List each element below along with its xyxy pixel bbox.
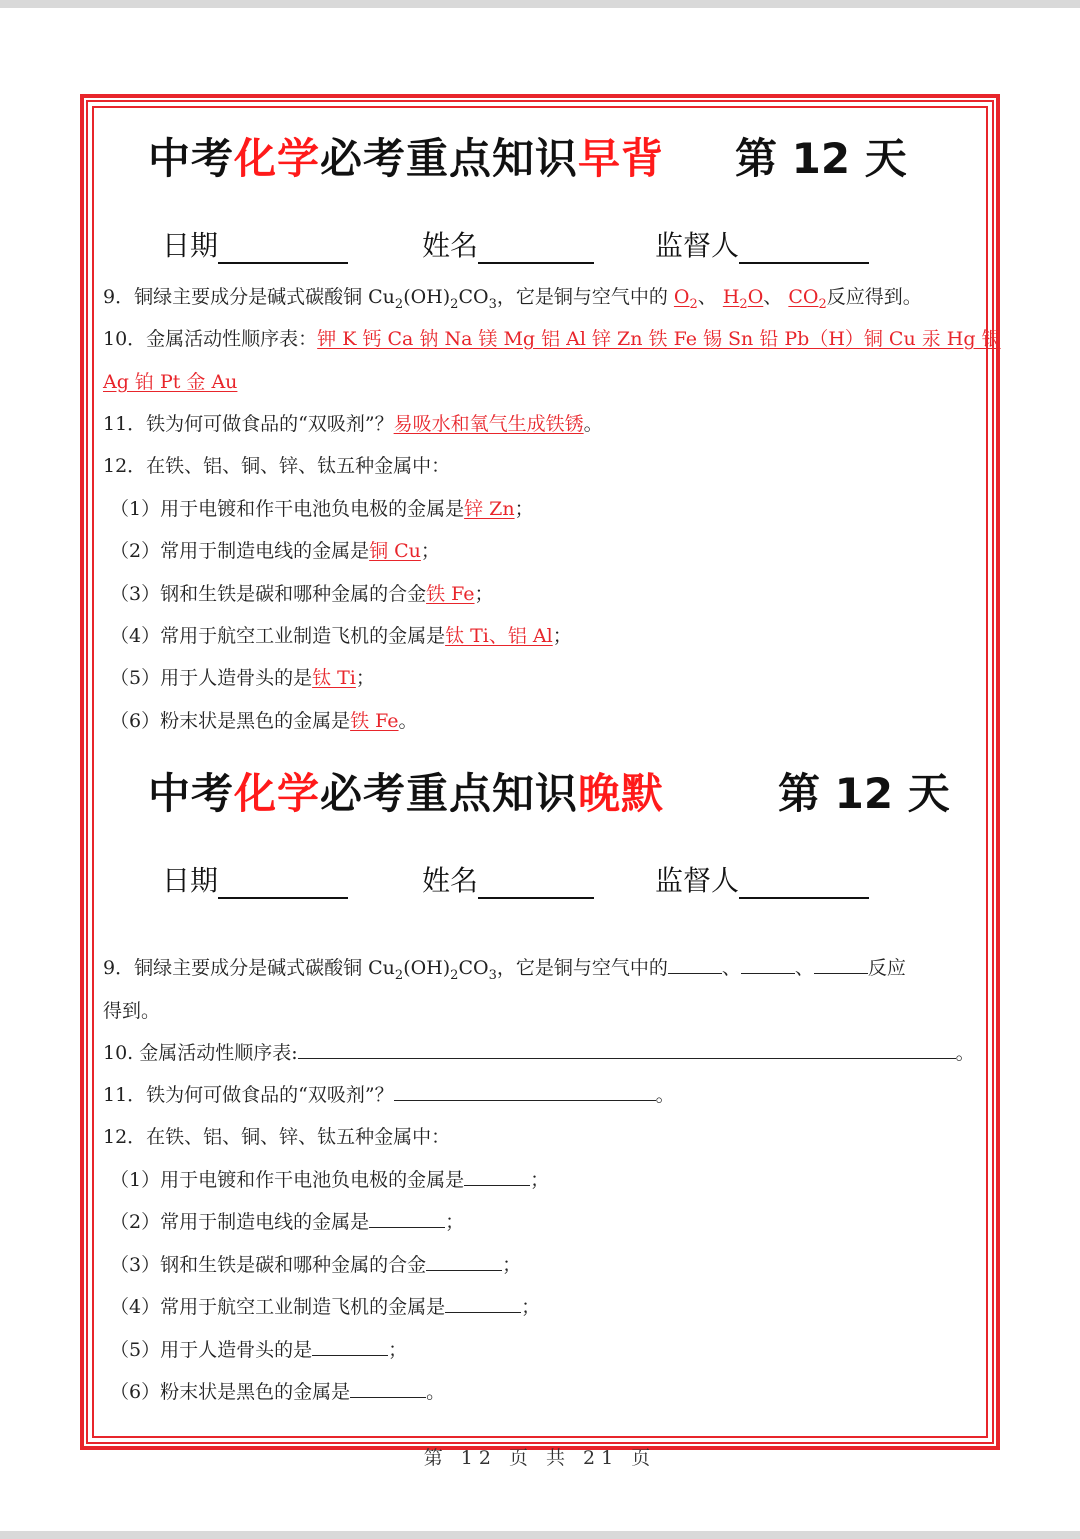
title-part-red: 化学 [234, 134, 321, 183]
morning-q12-2: （2）常用于制造电线的金属是铜 Cu； [110, 540, 440, 562]
blank-gas-2[interactable] [741, 955, 795, 974]
answer-iron-powder: 铁 Fe [350, 710, 399, 732]
title-part: 中考 [148, 769, 235, 818]
top-gray-bar [0, 0, 1080, 8]
blank-q12-6[interactable] [350, 1379, 426, 1398]
name-label: 姓名 [422, 864, 479, 897]
date-blank[interactable] [218, 869, 348, 899]
morning-q12-5: （5）用于人造骨头的是钛 Ti； [110, 667, 375, 689]
morning-title [148, 126, 664, 186]
title-part: 中考 [148, 134, 235, 183]
morning-q12-1: （1）用于电镀和作干电池负电极的金属是锌 Zn； [110, 498, 534, 520]
morning-q12-3: （3）钢和生铁是碳和哪种金属的合金铁 Fe； [110, 583, 494, 605]
morning-q12-4: （4）常用于航空工业制造飞机的金属是钛 Ti、铝 Al； [110, 625, 572, 647]
evening-q12-3: （3）钢和生铁是碳和哪种金属的合金 ； [110, 1254, 522, 1276]
answer-double-absorber: 易吸水和氧气生成铁锈 [393, 413, 584, 435]
morning-q12: 12．在铁、铝、铜、锌、钛五种金属中： [103, 455, 451, 477]
title-part-red: 晚默 [578, 769, 665, 818]
title-part: 必考重点知识 [320, 769, 579, 818]
answer-activity-series-cont: Ag 铂 Pt 金 Au [103, 371, 238, 393]
evening-day-label: 第 12 天 [778, 769, 950, 818]
morning-name-field[interactable] [422, 224, 594, 264]
answer-titanium: 钛 Ti [312, 667, 356, 689]
supervisor-blank[interactable] [739, 234, 869, 264]
blank-q12-1[interactable] [464, 1167, 530, 1186]
evening-q12-1: （1）用于电镀和作干电池负电极的金属是 ； [110, 1169, 550, 1191]
blank-q12-3[interactable] [426, 1252, 502, 1271]
morning-q11: 11．铁为何可做食品的“双吸剂”？易吸水和氧气生成铁锈。 [103, 413, 603, 435]
morning-supervisor-field[interactable] [655, 224, 869, 264]
morning-q10: 10．金属活动性顺序表：钾 K 钙 Ca 钠 Na 镁 Mg 铝 Al 锌 Zn 铁 Fe 锡 Sn 铅 Pb（H）铜 Cu 汞 Hg 银 [103, 328, 1001, 350]
evening-q12-4: （4）常用于航空工业制造飞机的金属是 ； [110, 1296, 541, 1318]
page-number-footer: 第 12 页 共 21 页 [423, 1447, 657, 1469]
answer-iron: 铁 Fe [426, 583, 475, 605]
evening-q9: 9．铜绿主要成分是碱式碳酸铜 $Cu_2(OH)_2CO_3$，它是铜与空气中的 、 、 反应 [103, 957, 906, 983]
date-blank[interactable] [218, 234, 348, 264]
blank-gas-1[interactable] [668, 955, 722, 974]
blank-gas-3[interactable] [814, 955, 868, 974]
evening-supervisor-field[interactable] [655, 859, 869, 899]
evening-q12-5: （5）用于人造骨头的是 ； [110, 1339, 408, 1361]
blank-q12-2[interactable] [369, 1209, 445, 1228]
morning-q10-cont [103, 367, 237, 394]
title-part-red: 早背 [578, 134, 665, 183]
answer-activity-series: 钾 K 钙 Ca 钠 Na 镁 Mg 铝 Al 锌 Zn 铁 Fe 锡 Sn 铅 Pb（H）铜 Cu 汞 Hg 银 [317, 328, 1001, 350]
answer-copper: 铜 Cu [369, 540, 421, 562]
bottom-gray-bar [0, 1531, 1080, 1539]
answer-zinc: 锌 Zn [464, 498, 515, 520]
blank-q12-4[interactable] [445, 1294, 521, 1313]
answer-co2: $CO_2$ [788, 286, 827, 312]
supervisor-label: 监督人 [655, 229, 740, 262]
name-blank[interactable] [478, 869, 594, 899]
morning-date-field[interactable] [162, 224, 348, 264]
answer-titanium-aluminum: 钛 Ti、铝 Al [445, 625, 553, 647]
blank-double-absorber[interactable] [394, 1082, 656, 1101]
morning-day-label: 第 12 天 [735, 134, 907, 183]
date-label: 日期 [162, 229, 219, 262]
evening-q10: 10. 金属活动性顺序表: 。 [103, 1042, 975, 1064]
evening-name-field[interactable] [422, 859, 594, 899]
title-part-red: 化学 [234, 769, 321, 818]
name-blank[interactable] [478, 234, 594, 264]
evening-title [148, 761, 664, 821]
evening-q11: 11．铁为何可做食品的“双吸剂”？ 。 [103, 1084, 675, 1106]
title-part: 必考重点知识 [320, 134, 579, 183]
blank-activity-series[interactable] [298, 1040, 956, 1059]
evening-q12: 12．在铁、铝、铜、锌、钛五种金属中： [103, 1126, 451, 1148]
morning-q12-6: （6）粉末状是黑色的金属是铁 Fe。 [110, 710, 418, 732]
evening-q9-cont: 得到。 [103, 1000, 161, 1022]
evening-q12-6: （6）粉末状是黑色的金属是 。 [110, 1381, 446, 1403]
answer-o2: $O_2$ [673, 286, 698, 312]
morning-q9: 9．铜绿主要成分是碱式碳酸铜 $Cu_2(OH)_2CO_3$，它是铜与空气中的 $O_2$、 $H_2O$、 $CO_2$反应得到。 [103, 286, 922, 312]
evening-date-field[interactable] [162, 859, 348, 899]
supervisor-label: 监督人 [655, 864, 740, 897]
evening-q12-2: （2）常用于制造电线的金属是 ； [110, 1211, 465, 1233]
answer-h2o: $H_2O$ [722, 286, 764, 312]
name-label: 姓名 [422, 229, 479, 262]
date-label: 日期 [162, 864, 219, 897]
blank-q12-5[interactable] [312, 1337, 388, 1356]
supervisor-blank[interactable] [739, 869, 869, 899]
